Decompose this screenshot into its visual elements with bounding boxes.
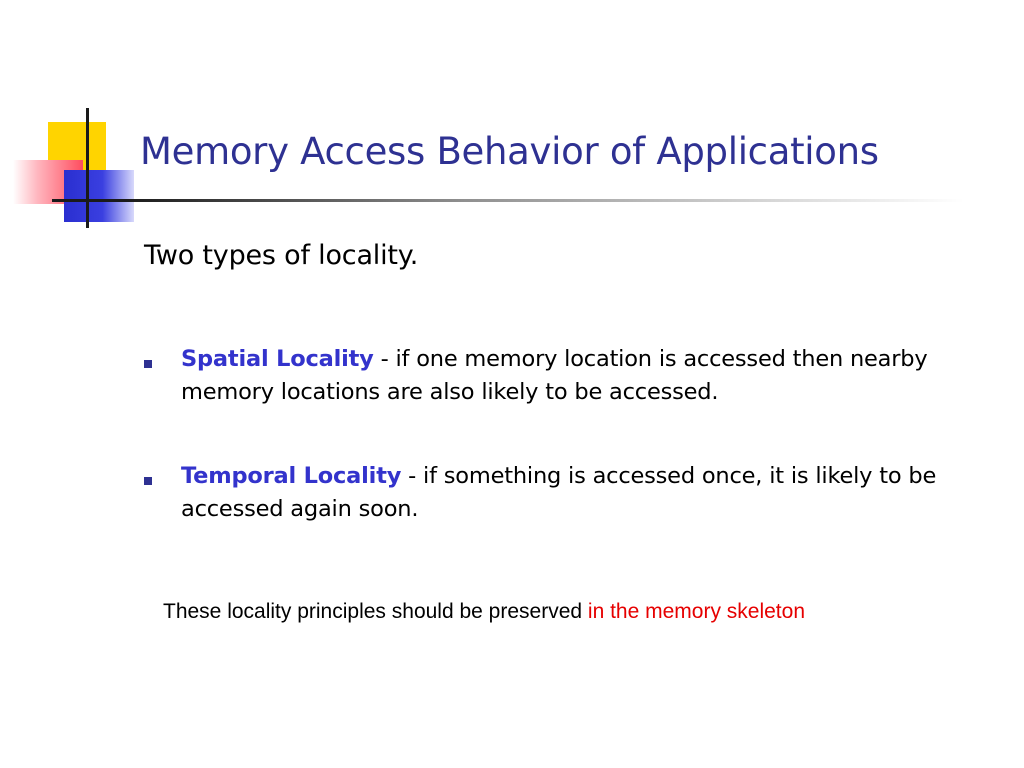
intro-text: Two types of locality.: [144, 240, 419, 271]
bullet-term: Spatial Locality: [181, 346, 374, 372]
note-highlight: in the memory skeleton: [587, 600, 806, 623]
bullet-text: - if one memory location is accessed then nearby memory locations are also likely to be accessed.: [181, 346, 928, 405]
note-plain: These locality principles should be preserved: [163, 600, 588, 623]
square-bullet-icon: [144, 477, 152, 485]
bullet-text: - if something is accessed once, it is likely to be accessed again soon.: [181, 463, 937, 522]
title-underline: [52, 199, 964, 202]
slide-title: Memory Access Behavior of Applications: [140, 130, 879, 173]
logo-vertical-line: [86, 108, 89, 228]
bullet-item-spatial: [181, 343, 981, 409]
note-text: [163, 600, 805, 624]
square-bullet-icon: [144, 360, 152, 368]
bullet-item-temporal: [181, 460, 981, 526]
logo-blue-square: [64, 170, 134, 222]
bullet-term: Temporal Locality: [181, 463, 402, 489]
